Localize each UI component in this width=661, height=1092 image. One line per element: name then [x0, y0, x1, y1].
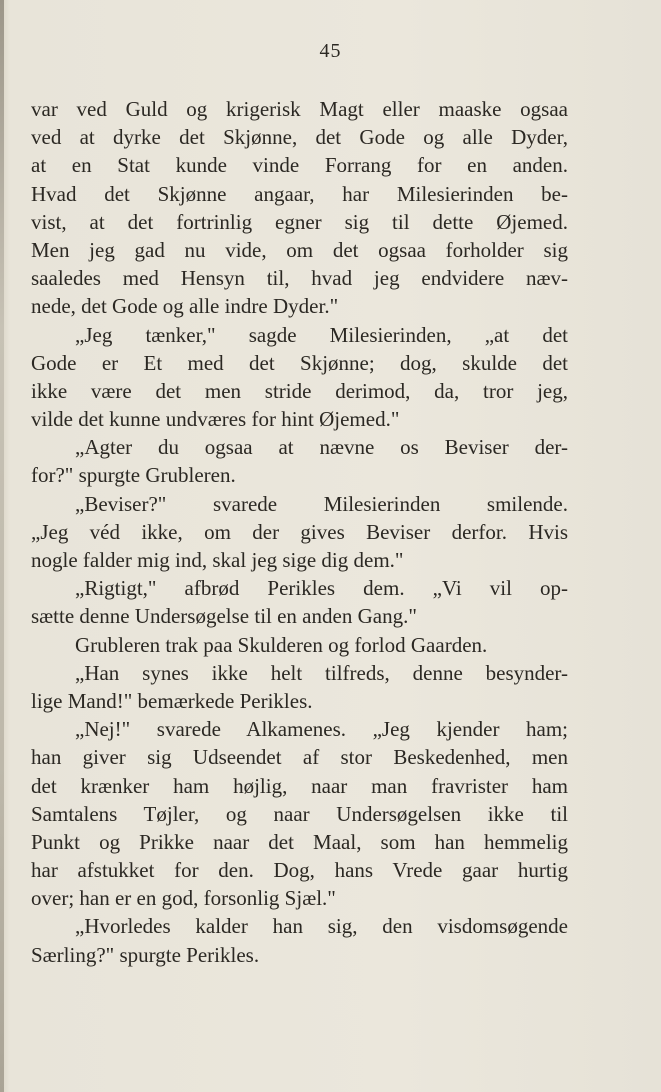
text-line: Men jeg gad nu vide, om det ogsaa forholder sig	[31, 237, 568, 262]
text-line: vist, at det fortrinlig egner sig til dette Øjemed.	[31, 209, 568, 234]
text-line: det krænker ham højlig, naar man fravrister ham	[31, 773, 568, 798]
text-line: lige Mand!" bemærkede Perikles.	[31, 688, 313, 713]
text-line: Hvad det Skjønne angaar, har Milesierinden be-	[31, 181, 568, 206]
text-line: Samtalens Tøjler, og naar Undersøgelsen ikke til	[31, 801, 568, 826]
text-line: at en Stat kunde vinde Forrang for en anden.	[31, 153, 568, 178]
text-line: sætte denne Undersøgelse til en anden Gang."	[31, 604, 417, 629]
text-line: „Agter du ogsaa at nævne os Beviser der-	[75, 435, 568, 460]
text-line: nede, det Gode og alle indre Dyder."	[31, 294, 339, 319]
text-line: nogle falder mig ind, skal jeg sige dig dem."	[31, 548, 404, 572]
page-number: 45	[319, 40, 342, 62]
text-line: vilde det kunne undværes for hint Øjemed."	[31, 407, 400, 432]
text-line: over; han er en god, forsonlig Sjæl."	[31, 886, 336, 911]
text-line: Punkt og Prikke naar det Maal, som han hemmelig	[31, 829, 568, 854]
text-line: „Han synes ikke helt tilfreds, denne besynder-	[75, 660, 568, 685]
text-line: „Beviser?" svarede Milesierinden smilende.	[75, 491, 568, 516]
text-line: „Hvorledes kalder han sig, den visdomsøgende	[75, 914, 568, 939]
text-line: for?" spurgte Grubleren.	[31, 463, 236, 488]
text-line: „Jeg véd ikke, om der gives Beviser derfor. Hvis	[31, 519, 568, 544]
text-line: har afstukket for den. Dog, hans Vrede gaar hurtig	[31, 858, 568, 883]
text-line: „Jeg tænker," sagde Milesierinden, „at det	[75, 322, 568, 347]
text-line: Særling?" spurgte Perikles.	[31, 942, 260, 967]
text-line: Gode er Et med det Skjønne; dog, skulde det	[31, 350, 568, 375]
text-line: han giver sig Udseendet af stor Beskedenhed, men	[31, 745, 568, 770]
text-line: var ved Guld og krigerisk Magt eller maaske ogsaa	[31, 97, 568, 121]
text-line: „Nej!" svarede Alkamenes. „Jeg kjender ham;	[75, 717, 568, 742]
body-text	[31, 95, 568, 969]
text-line: ikke være det men stride derimod, da, tror jeg,	[31, 378, 568, 403]
page-binding-edge	[0, 0, 4, 1092]
text-line: ved at dyrke det Skjønne, det Gode og alle Dyder,	[31, 125, 568, 150]
text-line: „Rigtigt," afbrød Perikles dem. „Vi vil op-	[75, 576, 568, 601]
text-line: saaledes med Hensyn til, hvad jeg endvidere næv-	[31, 266, 568, 291]
text-line: Grubleren trak paa Skulderen og forlod Gaarden.	[75, 632, 488, 657]
